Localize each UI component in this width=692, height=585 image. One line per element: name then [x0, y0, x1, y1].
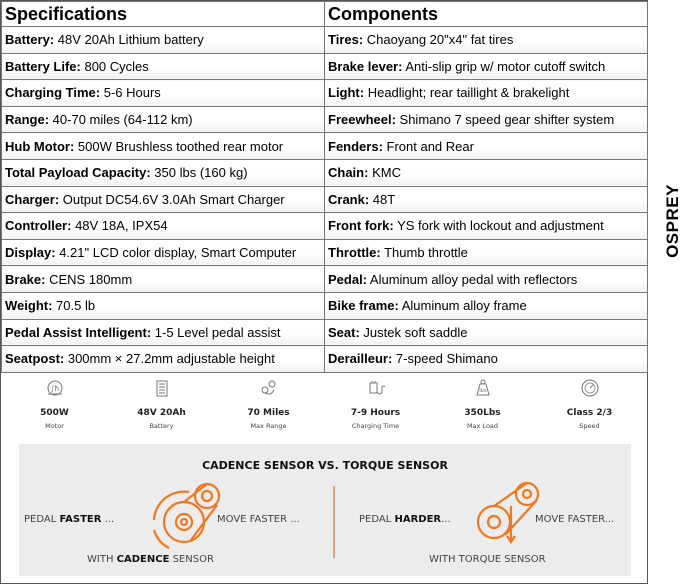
feature-label: Speed — [579, 422, 600, 430]
feature-label: Max Range — [250, 422, 287, 430]
table-row — [2, 159, 648, 186]
spec-cell — [2, 80, 325, 107]
table-row — [2, 133, 648, 160]
feature-label: Battery — [149, 422, 174, 430]
spec-cell — [2, 159, 325, 186]
cadence-caption: WITH CADENCE SENSOR — [87, 554, 214, 565]
cell-label: Crank: — [328, 191, 370, 207]
spec-cell — [2, 239, 325, 266]
table-row — [2, 319, 648, 346]
move-faster-left-text: MOVE FASTER ... — [217, 514, 300, 525]
cell-label: Controller: — [5, 218, 72, 234]
cell-label: Display: — [5, 245, 56, 261]
cell-value: 500W Brushless toothed rear motor — [74, 138, 284, 154]
cell-label: Light: — [328, 85, 365, 101]
component-cell — [325, 266, 648, 293]
svg-text:∫ħ: ∫ħ — [50, 385, 59, 393]
feature-item — [1, 373, 108, 430]
table-row — [2, 346, 648, 373]
cell-value: 48T — [369, 191, 396, 207]
component-cell — [325, 53, 648, 80]
feature-value: 350Lbs — [464, 408, 501, 418]
table-row — [2, 239, 648, 266]
cell-value: Front and Rear — [382, 138, 474, 154]
cell-value: Shimano 7 speed gear shifter system — [395, 112, 615, 128]
table-row — [2, 213, 648, 240]
spec-cell — [2, 292, 325, 319]
feature-value: 7-9 Hours — [350, 408, 401, 418]
component-cell — [325, 213, 648, 240]
feature-value: 70 Miles — [247, 408, 290, 418]
cell-label: Pedal Assist Intelligent: — [5, 324, 152, 340]
cell-label: Brake lever: — [328, 58, 403, 74]
cell-value: Aluminum alloy pedal with reflectors — [367, 271, 578, 287]
comparison-title: CADENCE SENSOR VS. TORQUE SENSOR — [202, 459, 448, 472]
component-cell — [325, 159, 648, 186]
feature-value: 48V 20Ah — [137, 408, 186, 418]
cell-value: 48V 18A, IPX54 — [71, 218, 168, 234]
feature-item — [536, 373, 643, 430]
spec-table — [1, 1, 648, 373]
cell-label: Pedal: — [328, 271, 368, 287]
cell-label: Front fork: — [328, 218, 394, 234]
table-row — [2, 106, 648, 133]
speedometer-icon — [580, 378, 600, 398]
motor-icon — [45, 378, 65, 398]
spec-cell — [2, 106, 325, 133]
spec-cell — [2, 53, 325, 80]
cell-value: KMC — [368, 165, 401, 181]
pedal-faster-text: PEDAL FASTER ... — [24, 514, 115, 525]
component-cell — [325, 27, 648, 54]
feature-label: Charging Time — [351, 422, 400, 430]
brand-label — [660, 178, 686, 264]
spec-cell — [2, 319, 325, 346]
component-cell — [325, 106, 648, 133]
torque-gears-icon — [469, 480, 549, 550]
cell-label: Tires: — [328, 32, 364, 48]
cell-value: YS fork with lockout and adjustment — [393, 218, 604, 234]
feature-item — [429, 373, 536, 430]
battery-icon — [152, 378, 172, 398]
weight-icon — [473, 378, 493, 398]
component-cell — [325, 346, 648, 373]
cell-value: Output DC54.6V 3.0Ah Smart Charger — [59, 191, 285, 207]
specifications-header: Specifications — [2, 2, 325, 27]
svg-text:lbs: lbs — [478, 388, 487, 394]
component-cell — [325, 80, 648, 107]
table-row — [2, 80, 648, 107]
cell-value: Headlight; rear taillight & brakelight — [364, 85, 570, 101]
feature-item — [215, 373, 322, 430]
cell-value: 800 Cycles — [80, 58, 149, 74]
charger-plug-icon — [366, 378, 386, 398]
cell-label: Derailleur: — [328, 351, 393, 367]
cell-label: Fenders: — [328, 138, 383, 154]
cell-value: Aluminum alloy frame — [398, 298, 527, 314]
feature-item — [322, 373, 429, 430]
pedal-harder-text: PEDAL HARDER... — [359, 514, 451, 525]
table-row — [2, 27, 648, 54]
cell-label: Range: — [5, 112, 50, 128]
cell-value: Anti-slip grip w/ motor cutoff switch — [402, 58, 606, 74]
table-row — [2, 186, 648, 213]
move-faster-right-text: MOVE FASTER... — [535, 514, 615, 525]
torque-caption: WITH TORQUE SENSOR — [429, 554, 546, 565]
cell-label: Charging Time: — [5, 85, 101, 101]
brand-text: OSPREY — [663, 184, 683, 258]
cell-value: 40-70 miles (64-112 km) — [49, 112, 193, 128]
cell-value: 5-6 Hours — [100, 85, 161, 101]
component-cell — [325, 239, 648, 266]
cell-value: 1-5 Level pedal assist — [151, 324, 281, 340]
cell-label: Chain: — [328, 165, 369, 181]
cell-label: Seatpost: — [5, 351, 65, 367]
divider — [333, 486, 335, 558]
spec-cell — [2, 346, 325, 373]
cell-label: Seat: — [328, 324, 360, 340]
feature-value: 500W — [40, 408, 69, 418]
feature-value: Class 2/3 — [566, 408, 613, 418]
cell-value: Thumb throttle — [380, 245, 468, 261]
cell-value: 4.21" LCD color display, Smart Computer — [55, 245, 297, 261]
cell-value: 350 lbs (160 kg) — [150, 165, 248, 181]
spec-cell — [2, 133, 325, 160]
cell-label: Weight: — [5, 298, 53, 314]
feature-label: Max Load — [466, 422, 499, 430]
components-header: Components — [325, 2, 648, 27]
feature-icons-row — [1, 373, 649, 430]
cell-label: Throttle: — [328, 245, 381, 261]
spec-cell — [2, 266, 325, 293]
cell-label: Brake: — [5, 271, 46, 287]
cell-label: Battery: — [5, 32, 55, 48]
table-row — [2, 266, 648, 293]
cell-value: Chaoyang 20"x4" fat tires — [363, 32, 514, 48]
table-row — [2, 53, 648, 80]
component-cell — [325, 292, 648, 319]
cell-label: Battery Life: — [5, 58, 81, 74]
cell-value: CENS 180mm — [45, 271, 133, 287]
route-pin-icon — [259, 378, 279, 398]
sensor-comparison-graphic — [19, 444, 631, 576]
cell-label: Total Payload Capacity: — [5, 165, 151, 181]
cell-label: Freewheel: — [328, 112, 396, 128]
cell-label: Hub Motor: — [5, 138, 75, 154]
component-cell — [325, 319, 648, 346]
feature-item — [108, 373, 215, 430]
cell-label: Charger: — [5, 191, 60, 207]
spec-cell — [2, 186, 325, 213]
feature-label: Motor — [45, 422, 64, 430]
cell-label: Bike frame: — [328, 298, 399, 314]
cadence-gears-icon — [129, 480, 239, 550]
cell-value: 48V 20Ah Lithium battery — [54, 32, 204, 48]
table-row — [2, 292, 648, 319]
spec-cell — [2, 27, 325, 54]
spec-cell — [2, 213, 325, 240]
cell-value: 7-speed Shimano — [392, 351, 498, 367]
cell-value: Justek soft saddle — [359, 324, 468, 340]
component-cell — [325, 186, 648, 213]
cell-value: 300mm × 27.2mm adjustable height — [64, 351, 275, 367]
cell-value: 70.5 lb — [52, 298, 96, 314]
component-cell — [325, 133, 648, 160]
